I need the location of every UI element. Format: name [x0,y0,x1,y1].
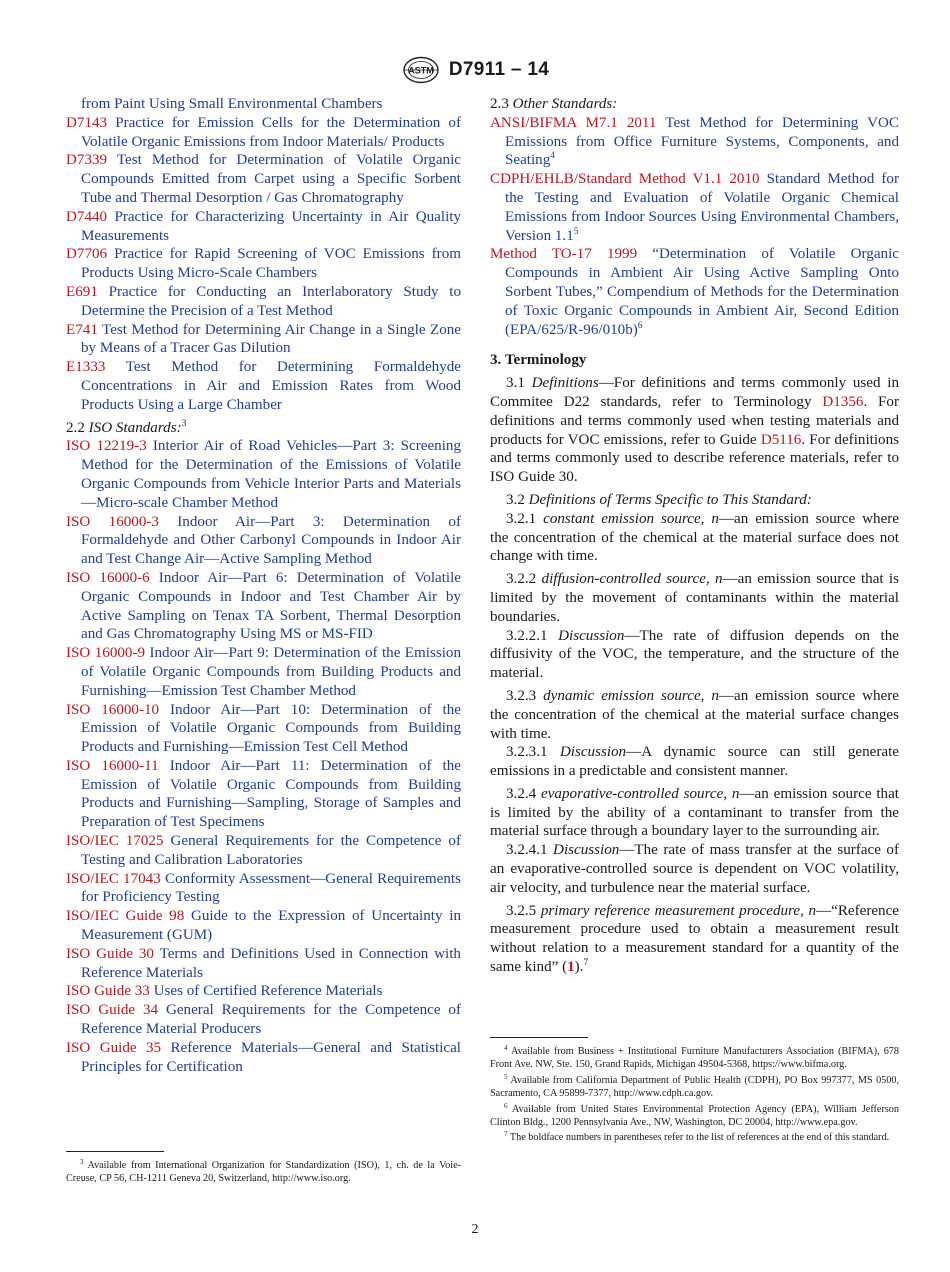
astm-reference-item [66,151,461,207]
standard-title-link[interactable]: Reference Materials—General and Statistical Principles for Certification [81,1039,461,1075]
discussion-dynamic: 3.2.3.1 Discussion—A dynamic source can still generate emissions in a predictable and consistent manner. [490,744,899,780]
standard-title-link[interactable]: Indoor Air—Part 3: Determination of Formaldehyde and Other Carbonyl Compounds in Indoor Air and Test Change Air—Active Sampling Method [81,513,461,568]
link-d1356[interactable]: D1356 [822,393,864,410]
standard-code-link[interactable]: Method TO-17 1999 [490,246,638,263]
astm-reference-item [66,283,461,321]
standard-code-link[interactable]: ISO/IEC 17025 [66,833,164,850]
standard-code-link[interactable]: ISO/IEC 17043 [66,870,161,887]
page-number: 2 [471,1222,479,1237]
iso-reference-item [66,513,461,569]
definitions-paragraph: 3.1 Definitions—For definitions and terms commonly used in Commitee D22 standards, refer to Terminology D1356. For definitions and terms commonly used when testing materials and products for VOC emissions, refer to Guide D5116. For definitions and terms commonly used to describe reference materials, refer to ISO Guide 30. [490,375,900,486]
standard-title-link[interactable]: “Determination of Volatile Organic Compounds in Ambient Air Using Active Sampling Onto Sorbent Tubes,” Compendium of Methods for the Determination of Toxic Organic Compounds in Ambient Air, Second Edition (EPA/625/R-96/010b) [505,246,899,338]
right-column [490,95,899,977]
standard-code-link[interactable]: ISO 16000-10 [66,701,160,718]
standard-title-link[interactable]: Indoor Air—Part 11: Determination of the Emission of Volatile Organic Compounds from Building Products and Furnishing—Sampling, Storage of Samples and Preparation of Test Specimens [81,757,461,831]
footnote-ref[interactable]: 4 [550,151,556,162]
astm-reference-item [66,358,461,414]
iso-reference-item [66,945,461,983]
astm-reference-item [66,208,461,246]
standard-title-link[interactable]: Indoor Air—Part 10: Determination of the Emission of Volatile Organic Compounds from Building Products and Furnishing—Emission Test Cell Method [81,701,461,756]
referenced-documents-iso [66,437,461,1076]
standard-code-link[interactable]: D7143 [66,114,108,131]
standard-title-link[interactable]: Standard Method for the Testing and Evaluation of Volatile Organic Chemical Emissions from Indoor Sources Using Environmental Chambers, Version 1.1 [505,171,899,244]
standard-title-link[interactable]: from Paint Using Small Environmental Chambers [81,96,383,112]
footnote [490,1046,899,1072]
standard-title-link[interactable]: Indoor Air—Part 9: Determination of the Emission of Volatile Organic Compounds from Building Products and Furnishing—Emission Test Chamber Method [81,645,461,699]
other-reference-item [490,245,899,339]
footnote-number: 7 [504,1130,508,1139]
footnotes-left [66,1160,461,1189]
standard-title-link[interactable]: Practice for Conducting an Interlaboratory Study to Determine the Precision of a Test Method [81,283,462,319]
discussion-diffusion: 3.2.2.1 Discussion—The rate of diffusion depends on the diffusivity of the VOC, the temperature, and the structure of the material. [490,627,899,682]
standard-code-link[interactable]: ISO 16000-3 [66,513,159,530]
standard-code-link[interactable]: ISO Guide 33 [66,983,150,1000]
standard-code-link[interactable]: E1333 [66,359,106,376]
footnote [66,1160,461,1186]
standard-code-link[interactable]: ANSI/BIFMA M7.1 2011 [490,114,657,131]
standard-title-link[interactable]: Test Method for Determining VOC Emissions from Office Furniture Systems, Components, and Seating [505,114,899,169]
definition-evaporative-controlled-source: 3.2.4 evaporative-controlled source, n—an emission source that is limited by the ability of a contaminant to transfer from the material surface through a boundary layer to the surrounding air. [490,785,899,840]
standard-code-link[interactable]: E691 [66,283,98,300]
standard-code-link[interactable]: ISO 16000-9 [66,645,146,662]
standard-title-link[interactable]: Test Method for Determination of Volatile Organic Compounds Emitted from Carpet using a Specific Sorbent Tube and Thermal Desorption / Gas Chromatography [81,152,461,206]
astm-reference-item [66,114,461,152]
standard-code-link[interactable]: ISO 16000-6 [66,569,150,586]
page-header [0,54,950,86]
standard-title-link[interactable]: General Requirements for the Competence of Reference Material Producers [81,1002,461,1038]
astm-logo-text: ASTM [408,65,434,76]
footnote-ref[interactable]: 5 [573,226,579,237]
standard-title-link[interactable]: Practice for Rapid Screening of VOC Emissions from Products Using Micro-Scale Chambers [81,246,461,282]
iso-reference-item [66,832,461,870]
standard-designation: D7911 – 14 [448,59,550,80]
standard-code-link[interactable]: ISO Guide 34 [66,1002,159,1019]
iso-reference-item [66,1039,461,1077]
definition-dynamic-emission-source: 3.2.3 dynamic emission source, n—an emission source where the concentration of the chemical at the material surface changes with time. [490,687,899,742]
standard-code-link[interactable]: ISO/IEC Guide 98 [66,908,185,925]
standard-code-link[interactable]: D7339 [66,152,108,169]
standard-code-link[interactable]: ISO 16000-11 [66,757,159,774]
iso-reference-item [66,757,461,832]
iso-reference-item [66,870,461,908]
iso-reference-item [66,1001,461,1039]
definition-diffusion-controlled-source: 3.2.2 diffusion-controlled source, n—an emission source that is limited by the movement of contaminants within the material boundaries. [490,571,899,625]
iso-reference-item [66,982,461,1001]
definition-constant-emission-source: 3.2.1 constant emission source, n—an emission source where the concentration of the chemical at the material surface does not change with time. [490,510,900,565]
footnote-number: 6 [504,1101,508,1110]
standard-code-link[interactable]: D7706 [66,246,108,263]
left-column [66,95,461,1076]
standard-title-link[interactable]: Uses of Certified Reference Materials [153,983,383,1000]
footnote-text: Available from Business + Institutional Furniture Manufacturers Association (BIFMA), 678 Front Ave. NW, Ste. 150, Grand Rapids, Michigan 49504-5368, https://www.bifma.org. [490,1046,899,1070]
iso-reference-item [66,701,461,757]
standard-code-link[interactable]: ISO 12219-3 [66,438,147,455]
other-standards-heading: 2.3 Other Standards: [490,96,618,112]
footnotes-right [490,1046,899,1148]
standard-title-link[interactable]: Practice for Characterizing Uncertainty in Air Quality Measurements [81,208,462,244]
iso-standards-heading: 2.2 ISO Standards:$^3$ [66,418,187,436]
standard-title-link[interactable]: Guide to the Expression of Uncertainty in Measurement (GUM) [81,908,462,944]
standard-code-link[interactable]: ISO Guide 35 [66,1039,162,1056]
astm-reference-item [66,245,461,283]
footnote-text: Available from United States Environmental Protection Agency (EPA), William Jefferson Clinton Bldg., 1200 Pennsylvania Ave., NW, Washington, DC 20004, http://www.epa.gov. [490,1103,899,1128]
standard-code-link[interactable]: E741 [66,321,98,338]
standard-code-link[interactable]: D7440 [66,208,108,225]
footnote-ref-7[interactable]: 7 [583,958,589,969]
standard-title-link[interactable]: Indoor Air—Part 6: Determination of Volatile Organic Compounds in Indoor and Test Chamber Air by Active Sampling on Tenax TA Sorbent, Thermal Desorption and Gas Chromatography Using MS or MS-FID [81,569,461,643]
astm-logo-icon [401,56,441,84]
other-reference-item [490,114,899,170]
footnote-text: Available from California Department of Public Health (CDPH), PO Box 997377, MS 0500, Sacramento, CA 95899-7377, http://www.cdph.ca.gov. [490,1074,899,1099]
standard-title-link[interactable]: Practice for Emission Cells for the Determination of Volatile Organic Emissions from Indoor Materials/ Products [81,114,461,150]
footnote [490,1072,899,1101]
standard-title-link[interactable]: Interior Air of Road Vehicles—Part 3: Screening Method for the Determination of the Emissions of Volatile Organic Compounds from Vehicle Interior Parts and Materials—Micro-scale Chamber Method [81,438,462,511]
standard-title-link[interactable]: Test Method for Determining Air Change in a Single Zone by Means of a Tracer Gas Dilution [81,321,461,357]
footnote-ref[interactable]: 6 [637,320,643,331]
standard-title-link[interactable]: Test Method for Determining Formaldehyde Concentrations in Air and Emission Rates from Wood Products Using a Large Chamber [81,359,461,413]
footnote-rule-right [490,1037,588,1038]
standard-code-link[interactable]: CDPH/EHLB/Standard Method V1.1 2010 [490,171,760,188]
astm-reference-item [66,321,461,359]
footnote-rule-left [66,1151,164,1152]
standard-title-link[interactable]: Terms and Definitions Used in Connection with Reference Materials [81,945,461,981]
footnote [490,1101,899,1130]
iso-reference-item [66,437,461,512]
definition-primary-reference-procedure: 3.2.5 primary reference measurement procedure, n—“Reference measurement procedure used to obtain a measurement result without relation to a measurement standard for a quantity of the same kind” (1).$^7$ [490,902,899,976]
other-reference-item [490,170,899,245]
iso-reference-item [66,644,461,700]
footnote-ref-3[interactable]: 3 [181,418,187,429]
footnote [490,1132,899,1145]
standard-title-link[interactable]: General Requirements for the Competence of Testing and Calibration Laboratories [81,833,461,868]
astm-reference-item [66,95,461,114]
standard-code-link[interactable]: ISO Guide 30 [66,945,154,962]
footnote-text: The boldface numbers in parentheses refer to the list of references at the end of this standard. [509,1132,890,1144]
footnote-text: Available from International Organization for Standardization (ISO), 1, ch. de la Voie-Creuse, CP 56, CH-1211 Geneva 20, Switzerland, http://www.iso.org. [66,1160,462,1184]
discussion-evaporative: 3.2.4.1 Discussion—The rate of mass transfer at the surface of an evaporative-controlled source is dependent on VOC volatility, air velocity, and turbulence near the material surface. [490,842,899,896]
referenced-documents-astm [66,95,461,415]
link-d5116[interactable]: D5116 [760,431,802,448]
iso-reference-item [66,907,461,945]
reference-link-1[interactable]: 1 [567,959,575,976]
footnote-number: 3 [80,1158,84,1166]
footnote-number: 5 [504,1072,508,1081]
referenced-documents-other [490,114,899,340]
footnote-number: 4 [504,1044,508,1052]
standard-title-link[interactable]: Conformity Assessment—General Requirements for Proficiency Testing [81,870,461,906]
definitions-specific-heading: 3.2 Definitions of Terms Specific to This Standard: [506,491,812,508]
terminology-heading: 3. Terminology [490,352,587,369]
iso-reference-item [66,569,461,644]
